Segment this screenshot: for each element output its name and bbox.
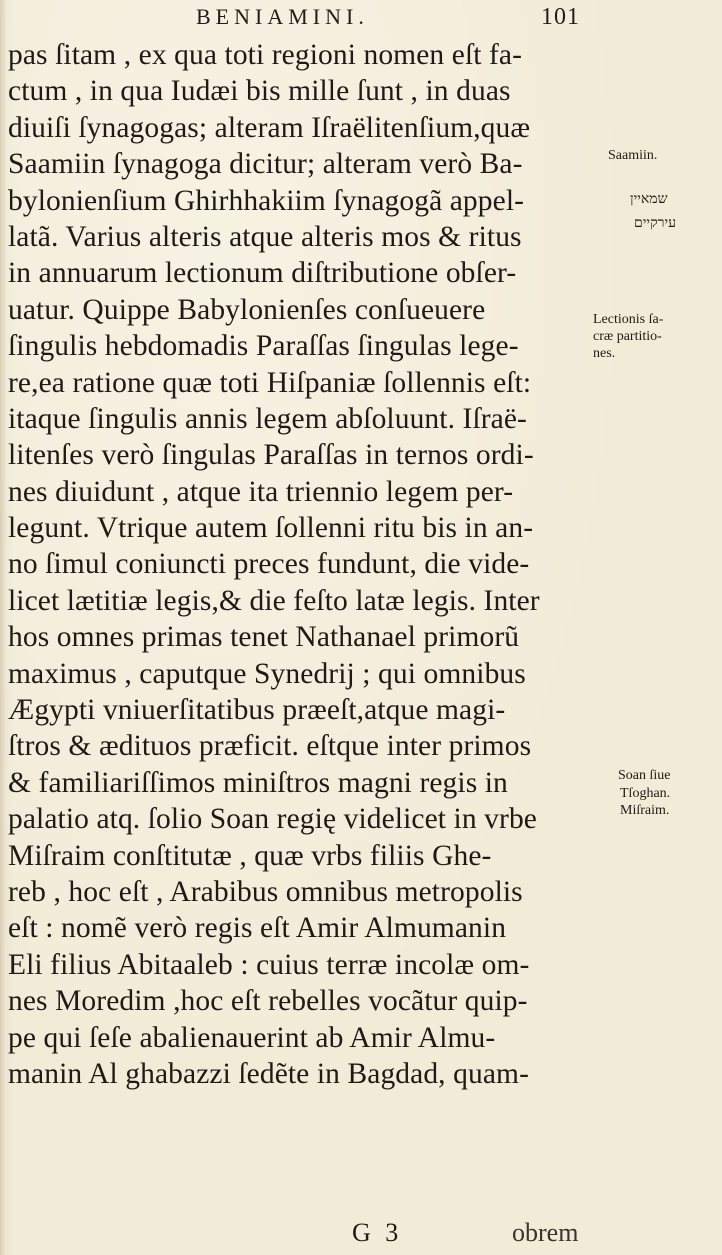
margin-note-lectionis-1: Lectionis ſa- (593, 312, 664, 327)
margin-note-saamiin: Saamiin. (608, 148, 658, 163)
text-line: Saamiin ſynagoga dicitur; alteram verò Ba- (8, 148, 523, 181)
text-line: manin Al ghabazzi ſedẽte in Bagdad, quam- (8, 1057, 529, 1090)
page-left-edge (0, 0, 6, 1255)
margin-note-soan-2: Tſoghan. (620, 786, 671, 801)
text-line: pas ſitam , ex qua toti regioni nomen eſt fa- (8, 39, 523, 71)
text-line: diuiſi ſynagogas; alteram Iſraëlitenſium,quæ (8, 111, 531, 144)
text-line: Miſraim conſtitutæ , quæ vrbs filiis Ghe- (8, 839, 492, 872)
text-line: bylonienſium Ghirhhakiim ſynagogã appel- (8, 184, 525, 217)
running-head (0, 4, 722, 34)
text-line: palatio atq. ſolio Soan regię videlicet in vrbe (8, 803, 537, 836)
text-line: pe qui ſeſe abalienauerint ab Amir Almu- (8, 1021, 496, 1054)
text-line: no ſimul coniuncti preces fundunt, die vide- (8, 548, 530, 581)
text-line: ſtros & ædituos præficit. eſtque inter primos (8, 730, 532, 763)
text-line: ſingulis hebdomadis Paraſſas ſingulas lege- (8, 330, 519, 363)
margin-note-lectionis-3: nes. (593, 346, 616, 361)
running-title: BENIAMINI. (196, 4, 369, 29)
text-line: itaque ſingulis annis legem abſoluunt. Iſraë- (8, 402, 527, 435)
margin-note-hebrew-saamiin: שמאיין (630, 192, 668, 207)
margin-note-soan-1: Soan ſiue (618, 768, 671, 783)
margin-note-soan-3: Miſraim. (620, 803, 670, 818)
text-line: maximus , caputque Synedrij ; qui omnibus (8, 657, 526, 690)
text-line: licet lætitiæ legis,& die feſto latæ legis. Inter (8, 584, 540, 617)
text-line: latã. Varius alteris atque alteris mos & ritus (8, 220, 522, 253)
text-line: legunt. Vtrique autem ſollenni ritu bis in an- (8, 512, 534, 545)
text-line: uatur. Quippe Babylonienſes conſueuere (8, 293, 486, 326)
text-line: eſt : nomẽ verò regis eſt Amir Almumanin (8, 912, 507, 945)
catchline (0, 1218, 722, 1248)
catchword: obrem (512, 1218, 579, 1247)
text-line: litenſes verò ſingulas Paraſſas in ternos ordi- (8, 439, 534, 472)
signature-mark: G 3 (352, 1218, 403, 1247)
text-line: re,ea ratione quæ toti Hiſpaniæ ſollennis eſt: (8, 366, 532, 399)
text-line: nes diuidunt , atque ita triennio legem per- (8, 475, 514, 508)
margin-note-hebrew-iraqiim: עירקיים (634, 216, 677, 231)
text-line: & familiariſſimos miniſtros magni regis in (8, 766, 508, 799)
text-line: in annuarum lectionum diſtributione obſer- (8, 257, 517, 290)
main-text-block (8, 37, 608, 1092)
text-line: Ægypti vniuerſitatibus præeſt,atque magi- (8, 694, 506, 727)
text-line: ctum , in qua Iudæi bis mille ſunt , in duas (8, 75, 511, 108)
text-line: hos omnes primas tenet Nathanael primorũ (8, 621, 520, 654)
page-number: 101 (541, 4, 580, 30)
text-line: nes Moredim ,hoc eſt rebelles vocãtur quip- (8, 985, 528, 1018)
text-line: reb , hoc eſt , Arabibus omnibus metropolis (8, 875, 523, 908)
text-line: Eli filius Abitaaleb : cuius terræ incolæ om- (8, 948, 530, 981)
margin-note-lectionis-2: cræ partitio- (593, 329, 662, 344)
